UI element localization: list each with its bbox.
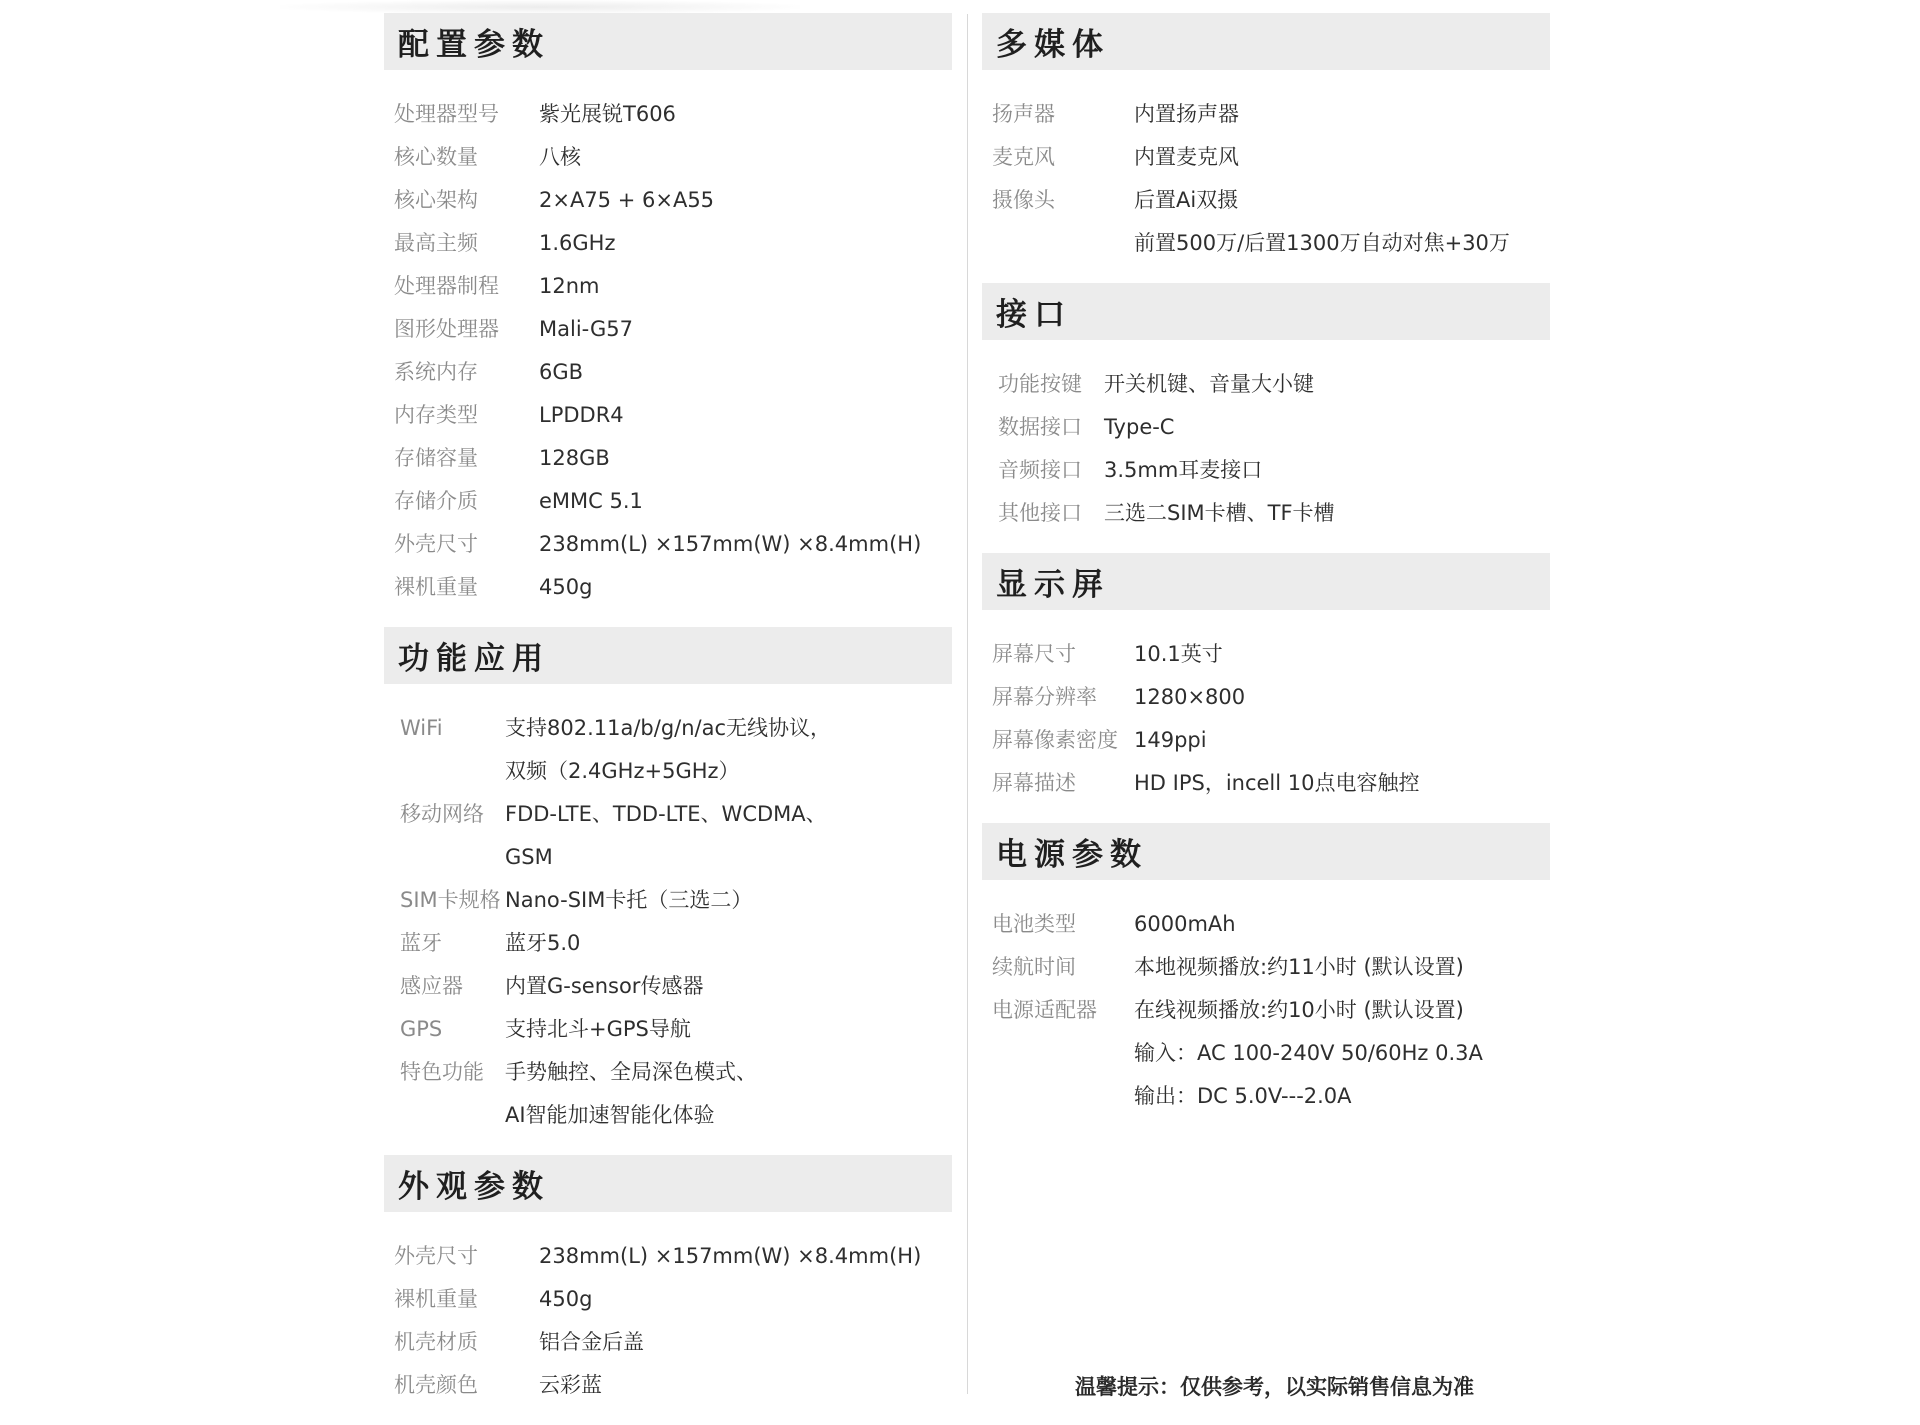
spec-value: 后置Ai双摄 前置500万/后置1300万自动对焦+30万 bbox=[1134, 188, 1510, 255]
spec-row bbox=[982, 946, 1550, 989]
spec-value: 铝合金后盖 bbox=[539, 1330, 644, 1354]
section-multimedia bbox=[982, 13, 1550, 283]
spec-row bbox=[384, 136, 952, 179]
spec-label: 续航时间 bbox=[992, 955, 1076, 979]
top-shadow bbox=[280, 0, 800, 14]
spec-label: 存储容量 bbox=[394, 446, 478, 470]
spec-value: Nano-SIM卡托（三选二） bbox=[505, 888, 753, 912]
spec-row bbox=[384, 437, 952, 480]
spec-value: 1280×800 bbox=[1134, 685, 1246, 709]
spec-row bbox=[384, 1051, 952, 1137]
spec-label: 屏幕分辨率 bbox=[992, 685, 1097, 709]
features-rows bbox=[384, 684, 952, 1155]
spec-row bbox=[384, 1235, 952, 1278]
spec-label: WiFi bbox=[400, 716, 443, 740]
display-rows bbox=[982, 610, 1550, 823]
spec-row bbox=[982, 676, 1550, 719]
spec-label: 外壳尺寸 bbox=[394, 532, 478, 556]
spec-row bbox=[384, 1364, 952, 1407]
spec-row bbox=[982, 719, 1550, 762]
spec-value: 内置麦克风 bbox=[1134, 145, 1239, 169]
spec-value: 内置扬声器 bbox=[1134, 102, 1239, 126]
spec-value: 6000mAh bbox=[1134, 912, 1236, 936]
spec-label: 处理器型号 bbox=[394, 102, 499, 126]
spec-row bbox=[384, 879, 952, 922]
right-column bbox=[982, 13, 1550, 1136]
appearance-rows bbox=[384, 1212, 952, 1425]
section-appearance bbox=[384, 1155, 952, 1425]
section-title-config: 配置参数 bbox=[384, 13, 952, 70]
spec-label: 音频接口 bbox=[998, 458, 1082, 482]
spec-label: 核心数量 bbox=[394, 145, 478, 169]
section-display bbox=[982, 553, 1550, 823]
spec-row bbox=[384, 308, 952, 351]
spec-row bbox=[384, 566, 952, 609]
power-rows bbox=[982, 880, 1550, 1136]
spec-value: 手势触控、全局深色模式、 AI智能加速智能化体验 bbox=[505, 1060, 757, 1127]
spec-value: 三选二SIM卡槽、TF卡槽 bbox=[1104, 501, 1335, 525]
spec-row bbox=[982, 136, 1550, 179]
spec-row bbox=[982, 903, 1550, 946]
multimedia-rows bbox=[982, 70, 1550, 283]
spec-value: 1.6GHz bbox=[539, 231, 616, 255]
spec-label: GPS bbox=[400, 1017, 443, 1041]
spec-label: 麦克风 bbox=[992, 145, 1055, 169]
spec-label: 移动网络 bbox=[400, 802, 484, 826]
spec-label: SIM卡规格 bbox=[400, 888, 501, 912]
spec-value: 支持北斗+GPS导航 bbox=[505, 1017, 691, 1041]
spec-value: 450g bbox=[539, 575, 593, 599]
spec-value: 6GB bbox=[539, 360, 584, 384]
spec-value: 云彩蓝 bbox=[539, 1373, 602, 1397]
spec-row bbox=[384, 793, 952, 879]
spec-label: 图形处理器 bbox=[394, 317, 499, 341]
spec-label: 蓝牙 bbox=[400, 931, 442, 955]
spec-value: Mali-G57 bbox=[539, 317, 633, 341]
spec-label: 机壳材质 bbox=[394, 1330, 478, 1354]
spec-label: 机壳颜色 bbox=[394, 1373, 478, 1397]
spec-label: 屏幕像素密度 bbox=[992, 728, 1118, 752]
spec-value: 在线视频播放:约10小时 (默认设置) 输入：AC 100-240V 50/60Hz 0.3A 输出：DC 5.0V---2.0A bbox=[1134, 998, 1483, 1108]
spec-row bbox=[982, 633, 1550, 676]
spec-value: HD IPS，incell 10点电容触控 bbox=[1134, 771, 1420, 795]
spec-label: 功能按键 bbox=[998, 372, 1082, 396]
config-rows bbox=[384, 70, 952, 627]
spec-value: 内置G-sensor传感器 bbox=[505, 974, 704, 998]
spec-value: 紫光展锐T606 bbox=[539, 102, 676, 126]
spec-row bbox=[982, 449, 1550, 492]
spec-row bbox=[982, 989, 1550, 1118]
spec-row bbox=[384, 179, 952, 222]
spec-label: 特色功能 bbox=[400, 1060, 484, 1084]
column-divider bbox=[967, 14, 968, 1394]
spec-row bbox=[982, 406, 1550, 449]
section-config bbox=[384, 13, 952, 627]
spec-label: 裸机重量 bbox=[394, 1287, 478, 1311]
spec-row bbox=[384, 394, 952, 437]
spec-row bbox=[384, 707, 952, 793]
spec-value: 10.1英寸 bbox=[1134, 642, 1223, 666]
disclaimer-note: 温馨提示：仅供参考，以实际销售信息为准 bbox=[1075, 1375, 1474, 1399]
left-column bbox=[384, 13, 952, 1425]
spec-row bbox=[384, 351, 952, 394]
spec-value: 238mm(L) ×157mm(W) ×8.4mm(H) bbox=[539, 1244, 922, 1268]
spec-row bbox=[384, 922, 952, 965]
spec-label: 数据接口 bbox=[998, 415, 1082, 439]
spec-row bbox=[384, 93, 952, 136]
spec-label: 其他接口 bbox=[998, 501, 1082, 525]
spec-value: 开关机键、音量大小键 bbox=[1104, 372, 1314, 396]
spec-label: 内存类型 bbox=[394, 403, 478, 427]
spec-row bbox=[384, 1008, 952, 1051]
spec-label: 屏幕描述 bbox=[992, 771, 1076, 795]
spec-row bbox=[982, 363, 1550, 406]
section-title-display: 显示屏 bbox=[982, 553, 1550, 610]
spec-value: FDD-LTE、TDD-LTE、WCDMA、 GSM bbox=[505, 802, 827, 869]
spec-value: 3.5mm耳麦接口 bbox=[1104, 458, 1263, 482]
section-features bbox=[384, 627, 952, 1155]
section-title-ports: 接口 bbox=[982, 283, 1550, 340]
spec-row bbox=[982, 179, 1550, 265]
section-title-power: 电源参数 bbox=[982, 823, 1550, 880]
spec-value: 12nm bbox=[539, 274, 600, 298]
spec-value: 128GB bbox=[539, 446, 610, 470]
spec-label: 核心架构 bbox=[394, 188, 478, 212]
spec-label: 电池类型 bbox=[992, 912, 1076, 936]
spec-value: 450g bbox=[539, 1287, 593, 1311]
spec-value: LPDDR4 bbox=[539, 403, 624, 427]
spec-value: Type-C bbox=[1104, 415, 1175, 439]
section-title-multimedia: 多媒体 bbox=[982, 13, 1550, 70]
spec-row bbox=[982, 492, 1550, 535]
ports-rows bbox=[982, 340, 1550, 553]
spec-label: 裸机重量 bbox=[394, 575, 478, 599]
spec-row bbox=[384, 523, 952, 566]
spec-label: 处理器制程 bbox=[394, 274, 499, 298]
spec-label: 系统内存 bbox=[394, 360, 478, 384]
spec-label: 最高主频 bbox=[394, 231, 478, 255]
spec-value: 149ppi bbox=[1134, 728, 1207, 752]
spec-value: 支持802.11a/b/g/n/ac无线协议， 双频（2.4GHz+5GHz） bbox=[505, 716, 832, 783]
spec-value: 238mm(L) ×157mm(W) ×8.4mm(H) bbox=[539, 532, 922, 556]
section-power bbox=[982, 823, 1550, 1136]
spec-row bbox=[384, 222, 952, 265]
spec-label: 电源适配器 bbox=[992, 998, 1097, 1022]
spec-row bbox=[384, 480, 952, 523]
spec-label: 存储介质 bbox=[394, 489, 478, 513]
spec-label: 屏幕尺寸 bbox=[992, 642, 1076, 666]
spec-row bbox=[982, 762, 1550, 805]
spec-row bbox=[384, 1278, 952, 1321]
spec-row bbox=[384, 965, 952, 1008]
spec-value: 八核 bbox=[539, 145, 581, 169]
spec-value: 本地视频播放:约11小时 (默认设置) bbox=[1134, 955, 1464, 979]
spec-value: eMMC 5.1 bbox=[539, 489, 643, 513]
spec-label: 外壳尺寸 bbox=[394, 1244, 478, 1268]
section-ports bbox=[982, 283, 1550, 553]
spec-label: 摄像头 bbox=[992, 188, 1055, 212]
section-title-features: 功能应用 bbox=[384, 627, 952, 684]
spec-row bbox=[384, 265, 952, 308]
spec-label: 扬声器 bbox=[992, 102, 1055, 126]
spec-row bbox=[982, 93, 1550, 136]
spec-row bbox=[384, 1321, 952, 1364]
section-title-appearance: 外观参数 bbox=[384, 1155, 952, 1212]
spec-label: 感应器 bbox=[400, 974, 463, 998]
spec-value: 蓝牙5.0 bbox=[505, 931, 581, 955]
spec-value: 2×A75 + 6×A55 bbox=[539, 188, 715, 212]
